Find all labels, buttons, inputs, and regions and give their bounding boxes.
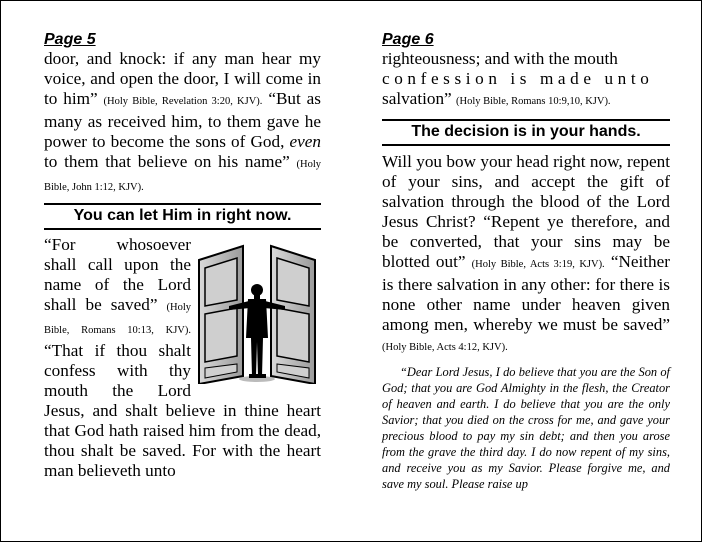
citation: (Holy Bible, John 1:12, KJV). <box>44 159 321 193</box>
page-label: Page 6 <box>382 31 434 48</box>
section-heading: The decision is in your hands. <box>382 119 670 146</box>
verse-text: “For whosoever shall call upon the name of the Lord shall be saved” <box>44 235 191 314</box>
verse-text-2: “That if thou shalt confess with thy mouth the Lord Jesus, and shalt believe in thine heart that God hath raised him from the dead, thou shalt be saved. For with the heart man believeth unto <box>44 341 321 480</box>
intro-text: door, and knock: if any man hear my voice, and open the door, I will come in to him” <box>44 49 321 108</box>
emphasis-word: even <box>289 132 321 151</box>
intro-paragraph <box>44 49 321 198</box>
intro-text-2: “But as many as received him, to them gave he power to become the sons of God, <box>44 89 321 151</box>
verse-paragraph <box>44 235 321 481</box>
page-label: Page 5 <box>44 31 96 48</box>
intro-paragraph <box>382 49 670 112</box>
intro-text-3: to them that believe on his name” <box>44 152 297 171</box>
citation: (Holy Bible, Acts 3:19, KJV). <box>471 259 605 270</box>
intro-text: righteousness; and with the mouth <box>382 49 618 68</box>
citation: (Holy Bible, Acts 4:12, KJV). <box>382 342 508 353</box>
body-text-2: “Neither is there salvation in any other: for there is none other name under heaven given among men, whereby we must be saved” <box>382 252 670 334</box>
intro-spaced-line: confession is made unto <box>382 69 654 88</box>
prayer-text: “Dear Lord Jesus, I do believe that you are the Son of God; that you are God Almighty in the flesh, the Creator of heaven and earth. I do believe that you are the only Savior; that you died on the cross for me, and gave your precious blood to pay my sin debt; and then you arose from the grave the third day. I do now repent of my sins, and receive you as my Savior. Please forgive me, and save my soul. Please raise up <box>382 365 670 491</box>
intro-text-2: salvation” <box>382 89 456 108</box>
section-heading: You can let Him in right now. <box>44 203 321 230</box>
citation: (Holy Bible, Revelation 3:20, KJV). <box>103 96 263 107</box>
citation: (Holy Bible, Romans 10:9,10, KJV). <box>455 96 611 107</box>
decision-paragraph <box>382 152 670 358</box>
page-5 <box>44 29 321 481</box>
body-text: Will you bow your head right now, repent of your sins, and accept the gift of salvation through the blood of the Lord Jesus Christ? “Repent ye therefore, and be converted, that your sins may be blotted out” <box>382 152 670 271</box>
prayer-paragraph <box>382 364 670 492</box>
page-6 <box>382 29 670 492</box>
citation: (Holy Bible, Romans 10:13, KJV). <box>44 302 191 336</box>
open-doors-man-icon <box>195 238 319 384</box>
